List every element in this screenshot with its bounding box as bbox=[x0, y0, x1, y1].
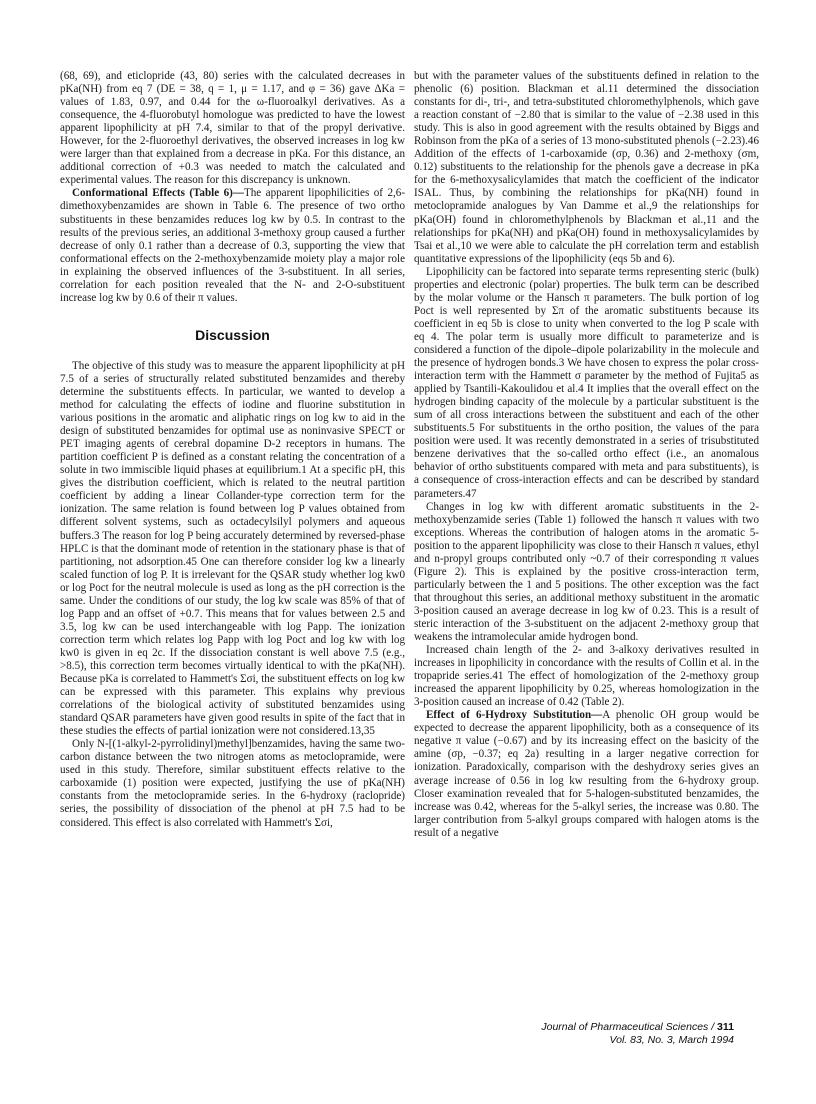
page-footer bbox=[541, 1021, 734, 1047]
left-column bbox=[60, 70, 405, 830]
paragraph-hydroxy-text: A phenolic OH group would be expected to decrease the apparent lipophilicity, both as a consequence of its negative π value (−0.67) and by its increasing effect on the basicity of the amine (σp, −0.37; eq 2a) resulting in a larger negative correction for ionization. Paradoxically, comparison with the deshydroxy series gives an average increase of 0.56 in log kw resulting from the 6-hydroxy group. Closer examination revealed that for 5-halogen-substituted benzamides, the increase was 0.42, whereas for the 5-alkyl series, the increase was 0.80. The larger contribution from 5-alkyl groups compared with halogen atoms is the result of a negative bbox=[414, 709, 759, 839]
paragraph-hydroxy-effect bbox=[414, 709, 759, 839]
right-column bbox=[414, 70, 759, 840]
journal-name: Journal of Pharmaceutical Sciences / bbox=[541, 1021, 715, 1033]
runin-heading-hydroxy: Effect of 6-Hydroxy Substitution— bbox=[426, 709, 603, 722]
paragraph-continuation-right: but with the parameter values of the substituents defined in relation to the phenolic (6) position. Blackman et al.11 determined the dissociation constants for di-, tri-, and tetra-substituted chloromethylphenols, which gave a reaction constant of −2.80 that is similar to the value of −2.38 used in this study. This is also in good agreement with the results obtained by Biggs and Robinson from the pKa of a series of 13 mono-substituted phenols (−2.23).46 Addition of the effects of 1-carboxamide (σp, 0.36) and 2-methoxy (σm, 0.12) substituents to the relationship for the phenols gave a decrease in pKa for the 6-methoxysalicylamides that match the coefficient of the indicator ISAL. Thus, by combining the relationships for pKa(NH) found in metoclopramide analogues by Van Damme et al.,9 the relationships for pKa(OH) found in chloromethylphenols by Blackman et al.,11 and the relationships for pKa(NH) and pKa(OH) found in methoxysalicylamides by Tsai et al.,10 we were able to calculate the pH correlation term and establish quantitative expressions of the lipophilicity (eqs 5b and 6). bbox=[414, 70, 759, 265]
section-heading-discussion: Discussion bbox=[195, 326, 270, 343]
paragraph-conformational-effects bbox=[60, 187, 405, 304]
footer-volume-line: Vol. 83, No. 3, March 1994 bbox=[609, 1034, 734, 1046]
paragraph-aromatic-substituents: Changes in log kw with different aromatic substituents in the 2-methoxybenzamide series (Table 1) followed the hansch π values with two exceptions. Whereas the contribution of halogen atoms in the aromatic 5-position to the apparent lipophilicity was close to their Hansch π values, ethyl and n-propyl groups contributed only ~0.7 of their corresponding π values (Figure 2). This is explained by the positive cross-interaction term, particularly between the 1 and 5 positions. The other exception was the fact that throughout this series, an additional methoxy substituent in the aromatic 3-position caused an average decrease in log kw of 0.23. This is a result of steric interaction of the 3-substituent on the adjacent 2-methoxy group that weakens the intramolecular amide hydrogen bond. bbox=[414, 500, 759, 644]
paragraph-discussion-benzamides: Only N-[(1-alkyl-2-pyrrolidinyl)methyl]benzamides, having the same two-carbon distance between the two nitrogen atoms as metoclopramide, were used in this study. Therefore, similar substituent effects relative to the carboxamide (1) position were expected, justifying the use of pKa(NH) constants from the metoclopramide series. In the 6-hydroxy (raclopride) series, the possibility of dissociation of the phenol at pH 7.5 had to be considered. This effect is also correlated with Hammett's Σσi, bbox=[60, 738, 405, 829]
footer-journal-line bbox=[541, 1021, 734, 1034]
paragraph-lipophilicity-factors: Lipophilicity can be factored into separate terms representing steric (bulk) properties and electronic (polar) properties. The bulk term can be described by the molar volume or the Hansch π parameters. The bulk portion of log Poct is well represented by Σπ of the aromatic substituents because its coefficient in eq 5b is close to unity when converted to the log P scale with eq 4. The polar term is usually more difficult to parameterize and is considered a function of the dipole–dipole polarizability in the molecule and the presence of hydrogen bonds.3 We have chosen to express the polar cross-interaction term with the Hammett σ parameter by the method of Fujita5 as applied by Tsantili-Kakoulidou et al.4 It implies that the overall effect on the hydrogen binding capacity of the molecule by a particular substituent is the sum of all cross interactions between the substituent and each of the other substituents.5 For substituents in the ortho position, the values of the para position were used. It was recently demonstrated in a series of trisubstituted benzene derivatives that the so-called ortho effect (i.e., an anomalous behavior of ortho substituents compared with meta and para substituents), is a consequence of cross-interaction effects and can be described by standard parameters.47 bbox=[414, 265, 759, 500]
paragraph-conformational-text: The apparent lipophilicities of 2,6-dimethoxybenzamides are shown in Table 6. The presence of two ortho substituents in these benzamides reduces log kw by 0.5. In contrast to the results of the previous series, an additional 3-methoxy group caused a further decrease of only 0.1 rather than a decrease of 0.3, supporting the view that conformational effects on the 2-methoxybenzamide moiety play a major role in explaining the observed influences of the 3-substituent. In all series, correlation for each position revealed that the N- and 2-O-substituent increase log kw by 0.6 of their π values. bbox=[60, 187, 406, 304]
runin-heading-conformational: Conformational Effects (Table 6)— bbox=[72, 187, 244, 200]
paragraph-continuation: (68, 69), and eticlopride (43, 80) series with the calculated decreases in pKa(NH) from eq 7 (DE = 38, q = 1, μ = 1.17, and φ = 36) gave ΔKa = values of 1.83, 0.97, and 0.44 for the ω-fluoroalkyl derivatives. As a consequence, the 4-fluorobutyl homologue was predicted to have the lowest apparent lipophilicity at pH 7.4, similar to that of the propyl derivative. However, for the 2-fluoroethyl derivatives, the observed increases in log kw were larger than that explained from a decrease in pKa. For this distance, an additional correction of +0.3 was needed to match the calculated and experimental values. The reason for this discrepancy is unknown. bbox=[60, 70, 405, 187]
page-number: 311 bbox=[717, 1021, 734, 1033]
paragraph-discussion-objective: The objective of this study was to measure the apparent lipophilicity at pH 7.5 of a series of structurally related substituted benzamides and thereby determine the substituents effects. In particular, we wanted to develop a method for calculating the effects of iodine and fluorine substitution in various positions in the aromatic and aliphatic rings on log kw to aid in the design of substituted benzamides for optimal use as noninvasive SPECT or PET imaging agents of cerebral dopamine D-2 receptors in humans. The partition coefficient P is defined as a constant relating the concentration of a solute in two immiscible liquid phases at equilibrium.1 At a specific pH, this gives the distribution coefficient, which is related to the neutral partition coefficient by adding a linear Collander-type correction term for the ionization. The same relation is found between log P values obtained from different solvent systems, such as octadecylsilyl polymers and aqueous buffers.3 The reason for log P being accurately determined by reversed-phase HPLC is that the dominant mode of retention in the stationary phase is that of partitioning, not adsorption.45 One can therefore consider log kw a linearly scaled function of log P. It is irrelevant for the QSAR study whether log kw0 or log Poct for the neutral molecule is used as long as the pH correction is the same. Under the conditions of our study, the log kw scale was 85% of that of log Papp and an offset of +0.7. This means that for values between 2.5 and 3.5, log kw can be used interchangeable with log Papp. The ionization correction term which relates log Papp with log Poct and log kw with log kw0 is given in eq 2c. If the dissociation constant is well above 7.5 (e.g., >8.5), this correction term becomes virtually identical to with the pKa(NH). Because pKa is correlated to Hammett's Σσi, the substituent effects on log kw can be expressed with this parameter. This explains why previous correlations of the biological activity of substituted benzamides using standard QSAR parameters have given good results in spite of the fact that in these studies the effects of partial ionization were not considered.13,35 bbox=[60, 359, 405, 738]
paragraph-alkoxy-chain: Increased chain length of the 2- and 3-alkoxy derivatives resulted in increases in lipophilicity in concordance with the results of Collin et al. in the tropapride series.41 The effect of homologization of the 2-methoxy group increased the apparent lipophilicity by 0.25, whereas homologization in the 3-position caused an increase of 0.42 (Table 2). bbox=[414, 644, 759, 709]
